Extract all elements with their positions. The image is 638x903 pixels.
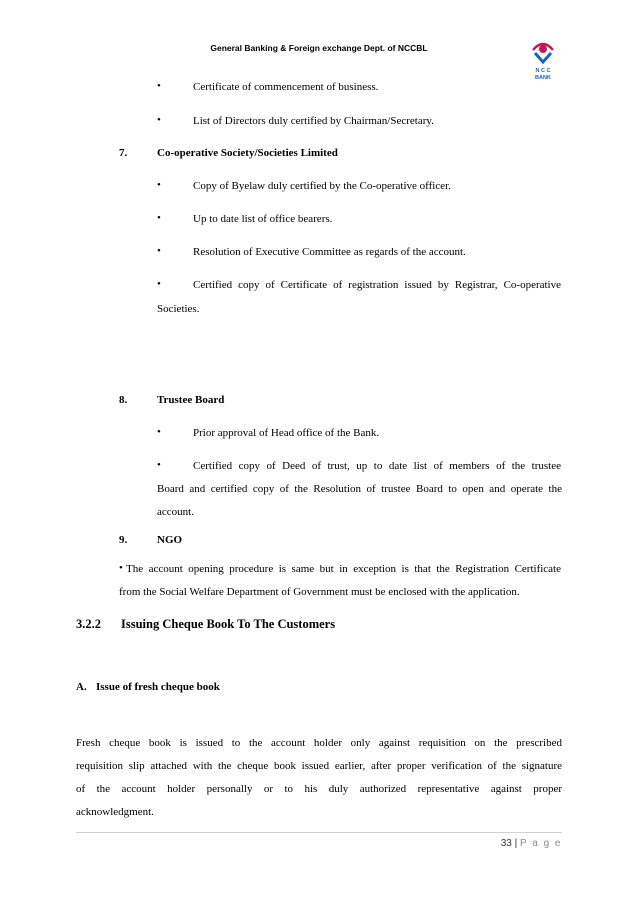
section-number: 3.2.2 <box>76 617 101 631</box>
logo-text-bank: BANK <box>535 75 551 81</box>
item-number: 9. <box>119 534 128 546</box>
list-item: Prior approval of Head office of the Bank. <box>193 427 380 439</box>
ngo-text-line: from the Social Welfare Department of Government must be enclosed with the application. <box>119 586 520 598</box>
section-title: Issuing Cheque Book To The Customers <box>121 617 336 631</box>
ncc-bank-logo <box>526 36 560 86</box>
subsection-label: A. <box>76 681 87 693</box>
page-label: P a g e <box>519 838 562 849</box>
footer-divider <box>76 832 562 833</box>
list-item: Copy of Byelaw duly certified by the Co-operative officer. <box>193 180 451 192</box>
list-item: Certified copy of Deed of trust, up to date list of members of the trustee <box>193 460 561 472</box>
list-item-continuation: account. <box>157 506 194 518</box>
page-number-separator: | <box>514 838 518 849</box>
list-item-continuation: Board and certified copy of the Resolution of trustee Board to open and operate the <box>157 483 562 495</box>
page-number-value: 33 <box>500 838 512 849</box>
item-number: 7. <box>119 147 128 159</box>
bullet-icon: • <box>157 278 161 290</box>
paragraph-line: requisition slip attached with the cheque book issued earlier, after proper verification of the signature <box>76 760 562 772</box>
bullet-icon: • <box>119 562 123 574</box>
bullet-icon: • <box>157 114 161 126</box>
list-item: Certified copy of Certificate of registration issued by Registrar, Co-operative <box>193 279 561 291</box>
item-number: 8. <box>119 394 128 406</box>
list-item-continuation: Societies. <box>157 303 200 315</box>
list-item: Certificate of commencement of business. <box>193 81 379 93</box>
subsection-title: Issue of fresh cheque book <box>96 681 220 693</box>
list-item: Up to date list of office bearers. <box>193 213 333 225</box>
bullet-icon: • <box>157 212 161 224</box>
page-header: General Banking & Foreign exchange Dept. of NCCBL <box>210 43 428 53</box>
item-title: Co-operative Society/Societies Limited <box>157 147 338 159</box>
logo-text-ncc: N C C <box>535 68 551 74</box>
page-number <box>480 838 562 849</box>
item-title: NGO <box>157 534 183 546</box>
list-item: List of Directors duly certified by Chairman/Secretary. <box>193 115 434 127</box>
bullet-icon: • <box>157 426 161 438</box>
list-item: Resolution of Executive Committee as regards of the account. <box>193 246 466 258</box>
bullet-icon: • <box>157 80 161 92</box>
paragraph-line: acknowledgment. <box>76 806 154 818</box>
bullet-icon: • <box>157 459 161 471</box>
ngo-text-line: The account opening procedure is same but in exception is that the Registration Certificate <box>126 563 561 575</box>
bullet-icon: • <box>157 245 161 257</box>
paragraph-line: Fresh cheque book is issued to the account holder only against requisition on the prescribed <box>76 737 562 749</box>
bullet-icon: • <box>157 179 161 191</box>
paragraph-line: of the account holder personally or to his duly authorized representative against proper <box>76 783 562 795</box>
item-title: Trustee Board <box>157 394 225 406</box>
